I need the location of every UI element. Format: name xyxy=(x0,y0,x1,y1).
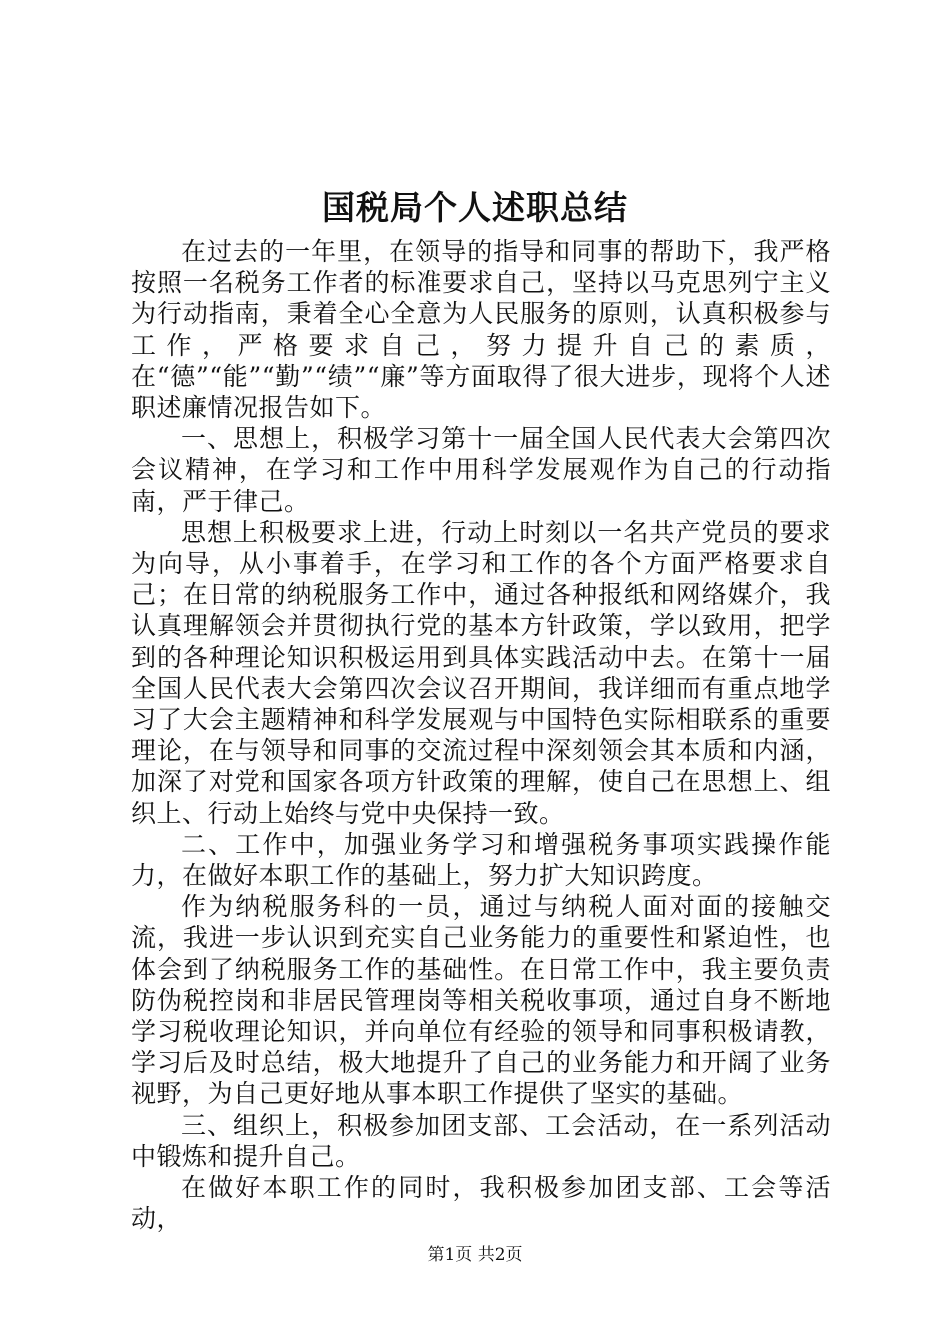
paragraph-section-1-heading: 一、思想上，积极学习第十一届全国人民代表大会第四次会议精神，在学习和工作中用科学发展观作为自己的行动指南，严于律己。 xyxy=(131,424,831,516)
paragraph-intro: 在过去的一年里，在领导的指导和同事的帮助下，我严格按照一名税务工作者的标准要求自己，坚持以马克思列宁主义为行动指南，秉着全心全意为人民服务的原则，认真积极参与工作，严格要求自己，努力提升自己的素质，在“德”“能”“勤”“绩”“廉”等方面取得了很大进步，现将个人述职述廉情况报告如下。 xyxy=(131,237,831,423)
page-number-footer: 第1页 共2页 xyxy=(427,1245,523,1265)
paragraph-section-3-body: 在做好本职工作的同时，我积极参加团支部、工会等活动， xyxy=(131,1173,831,1234)
paragraph-section-3-heading: 三、组织上，积极参加团支部、工会活动，在一系列活动中锻炼和提升自己。 xyxy=(131,1110,831,1171)
document-title: 国税局个人述职总结 xyxy=(322,188,628,227)
document-body xyxy=(131,236,831,1235)
paragraph-section-2-body: 作为纳税服务科的一员，通过与纳税人面对面的接触交流，我进一步认识到充实自己业务能力的重要性和紧迫性，也体会到了纳税服务工作的基础性。在日常工作中，我主要负责防伪税控岗和非居民管理岗等相关税收事项，通过自身不断地学习税收理论知识，并向单位有经验的领导和同事积极请教，学习后及时总结，极大地提升了自己的业务能力和开阔了业务视野，为自己更好地从事本职工作提供了坚实的基础。 xyxy=(131,892,831,1109)
paragraph-section-2-heading: 二、工作中，加强业务学习和增强税务事项实践操作能力，在做好本职工作的基础上，努力扩大知识跨度。 xyxy=(131,829,831,891)
paragraph-section-1-body: 思想上积极要求上进，行动上时刻以一名共产党员的要求为向导，从小事着手，在学习和工作的各个方面严格要求自己；在日常的纳税服务工作中，通过各种报纸和网络媒介，我认真理解领会并贯彻执行党的基本方针政策，学以致用，把学到的各种理论知识积极运用到具体实践活动中去。在第十一届全国人民代表大会第四次会议召开期间，我详细而有重点地学习了大会主题精神和科学发展观与中国特色实际相联系的重要理论，在与领导和同事的交流过程中深刻领会其本质和内涵，加深了对党和国家各项方针政策的理解，使自己在思想上、组织上、行动上始终与党中央保持一致。 xyxy=(131,517,831,828)
